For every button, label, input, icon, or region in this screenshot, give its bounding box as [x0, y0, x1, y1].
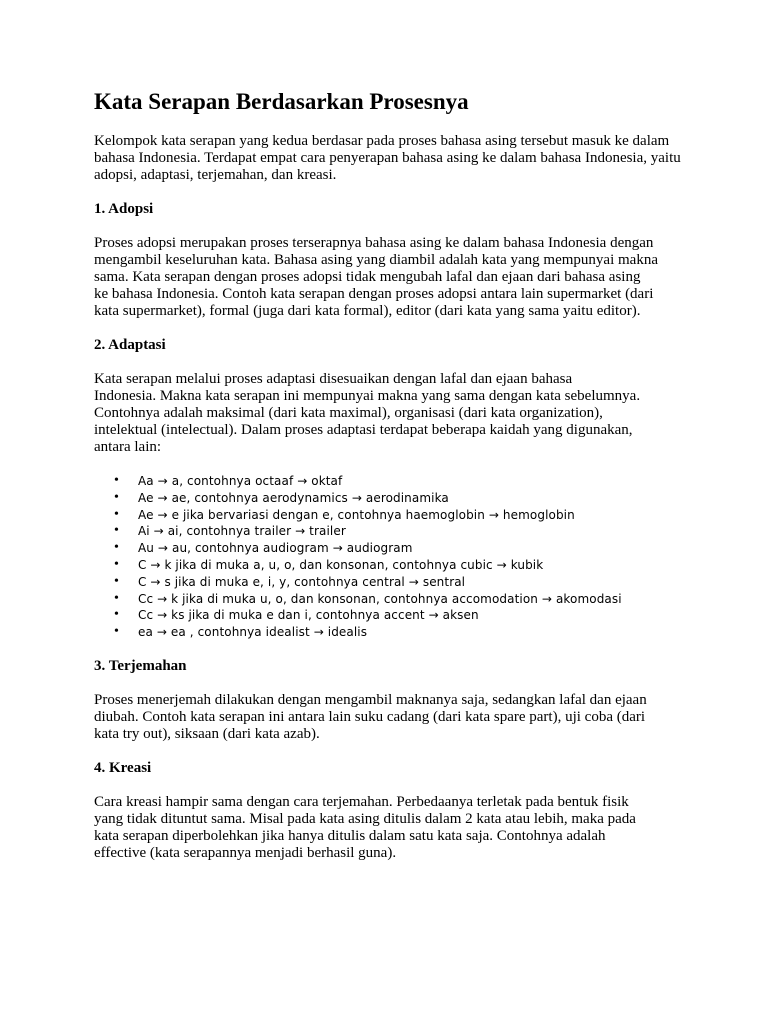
bullet-icon: •: [114, 523, 120, 539]
paragraph-line: mengambil keseluruhan kata. Bahasa asing yang diambil adalah kata yang mempunyai makna: [94, 252, 658, 268]
bullet-icon: •: [114, 556, 120, 572]
section-heading-kreasi: 4. Kreasi: [94, 759, 152, 776]
list-item: [94, 523, 684, 540]
section-heading-adaptasi: 2. Adaptasi: [94, 337, 166, 353]
paragraph-line: Proses menerjemah dilakukan dengan mengambil maknanya saja, sedangkan lafal dan ejaan: [94, 691, 647, 708]
list-item: [94, 591, 684, 608]
section-body-kreasi: [94, 794, 684, 862]
list-item: [94, 507, 684, 524]
paragraph-line: antara lain:: [94, 439, 162, 455]
list-item: [94, 624, 684, 641]
list-item: [94, 490, 684, 507]
paragraph-line: kata try out), siksaan (dari kata azab).: [94, 725, 320, 742]
paragraph-line: Proses adopsi merupakan proses terserapnya bahasa asing ke dalam bahasa Indonesia dengan: [94, 235, 654, 251]
list-item-text: ea → ea , contohnya idealist → idealis: [138, 625, 368, 640]
list-item-text: Cc → ks jika di muka e dan i, contohnya accent → aksen: [138, 608, 479, 623]
list-item: [94, 607, 684, 624]
paragraph-line: intelektual (intelectual). Dalam proses adaptasi terdapat beberapa kaidah yang digunakan,: [94, 422, 633, 438]
bullet-icon: •: [114, 473, 120, 488]
bullet-icon: •: [114, 489, 120, 505]
intro-paragraph: Kelompok kata serapan yang kedua berdasar pada proses bahasa asing tersebut masuk ke dalam bahasa Indonesia. Terdapat empat cara penyerapan bahasa asing ke dalam bahasa Indonesia, yaitu adopsi, adaptasi, terjemahan, dan kreasi.: [94, 133, 681, 183]
paragraph-line: kata supermarket), formal (juga dari kata formal), editor (dari kata yang sama yaitu editor).: [94, 303, 641, 319]
list-item-text: Aa → a, contohnya octaaf → oktaf: [138, 474, 343, 488]
bullet-icon: •: [114, 607, 120, 623]
list-item-text: C → s jika di muka e, i, y, contohnya central → sentral: [138, 574, 466, 589]
paragraph-line: diubah. Contoh kata serapan ini antara lain suku cadang (dari kata spare part), uji coba (dari: [94, 708, 646, 725]
list-item: [94, 557, 684, 574]
paragraph-line: yang tidak dituntut sama. Misal pada kata asing ditulis dalam 2 kata atau lebih, maka pada: [94, 810, 636, 827]
list-item-text: Ae → e jika bervariasi dengan e, contohnya haemoglobin → hemoglobin: [138, 507, 575, 522]
list-item-text: Au → au, contohnya audiogram → audiogram: [138, 541, 413, 556]
document-content: [94, 88, 684, 862]
bullet-icon: •: [114, 506, 120, 522]
list-item: [94, 574, 684, 591]
section-heading-adopsi: 1. Adopsi: [94, 201, 154, 217]
list-item-text: Ai → ai, contohnya trailer → trailer: [138, 524, 346, 539]
section-body-terjemahan: [94, 692, 684, 743]
bullet-icon: •: [114, 624, 120, 640]
paragraph-line: sama. Kata serapan dengan proses adopsi tidak mengubah lafal dan ejaan dari bahasa asing: [94, 269, 641, 285]
section-body-adaptasi: [94, 371, 684, 456]
list-item: [94, 540, 684, 557]
paragraph-line: Kata serapan melalui proses adaptasi disesuaikan dengan lafal dan ejaan bahasa: [94, 371, 573, 387]
paragraph-line: Cara kreasi hampir sama dengan cara terjemahan. Perbedaanya terletak pada bentuk fisik: [94, 793, 629, 810]
list-item-text: Ae → ae, contohnya aerodynamics → aerodinamika: [138, 490, 449, 505]
bullet-icon: •: [114, 590, 120, 606]
paragraph-line: kata serapan diperbolehkan jika hanya ditulis dalam satu kata saja. Contohnya adalah: [94, 827, 606, 844]
paragraph-line: effective (kata serapannya menjadi berhasil guna).: [94, 844, 397, 861]
section-heading-terjemahan: 3. Terjemahan: [94, 657, 187, 674]
bullet-icon: •: [114, 540, 120, 556]
paragraph-line: ke bahasa Indonesia. Contoh kata serapan dengan proses adopsi antara lain supermarket (dari: [94, 286, 654, 302]
list-item-text: C → k jika di muka a, u, o, dan konsonan, contohnya cubic → kubik: [138, 557, 544, 572]
bullet-icon: •: [114, 573, 120, 589]
section-body-adopsi: [94, 235, 684, 320]
list-item: [94, 473, 684, 490]
list-item-text: Cc → k jika di muka u, o, dan konsonan, contohnya accomodation → akomodasi: [138, 591, 622, 606]
paragraph-line: Contohnya adalah maksimal (dari kata maximal), organisasi (dari kata organization),: [94, 405, 603, 421]
page-title: Kata Serapan Berdasarkan Prosesnya: [94, 89, 469, 114]
paragraph-line: Indonesia. Makna kata serapan ini mempunyai makna yang sama dengan kata sebelumnya.: [94, 388, 641, 404]
adaptation-rules-list: [94, 473, 684, 641]
